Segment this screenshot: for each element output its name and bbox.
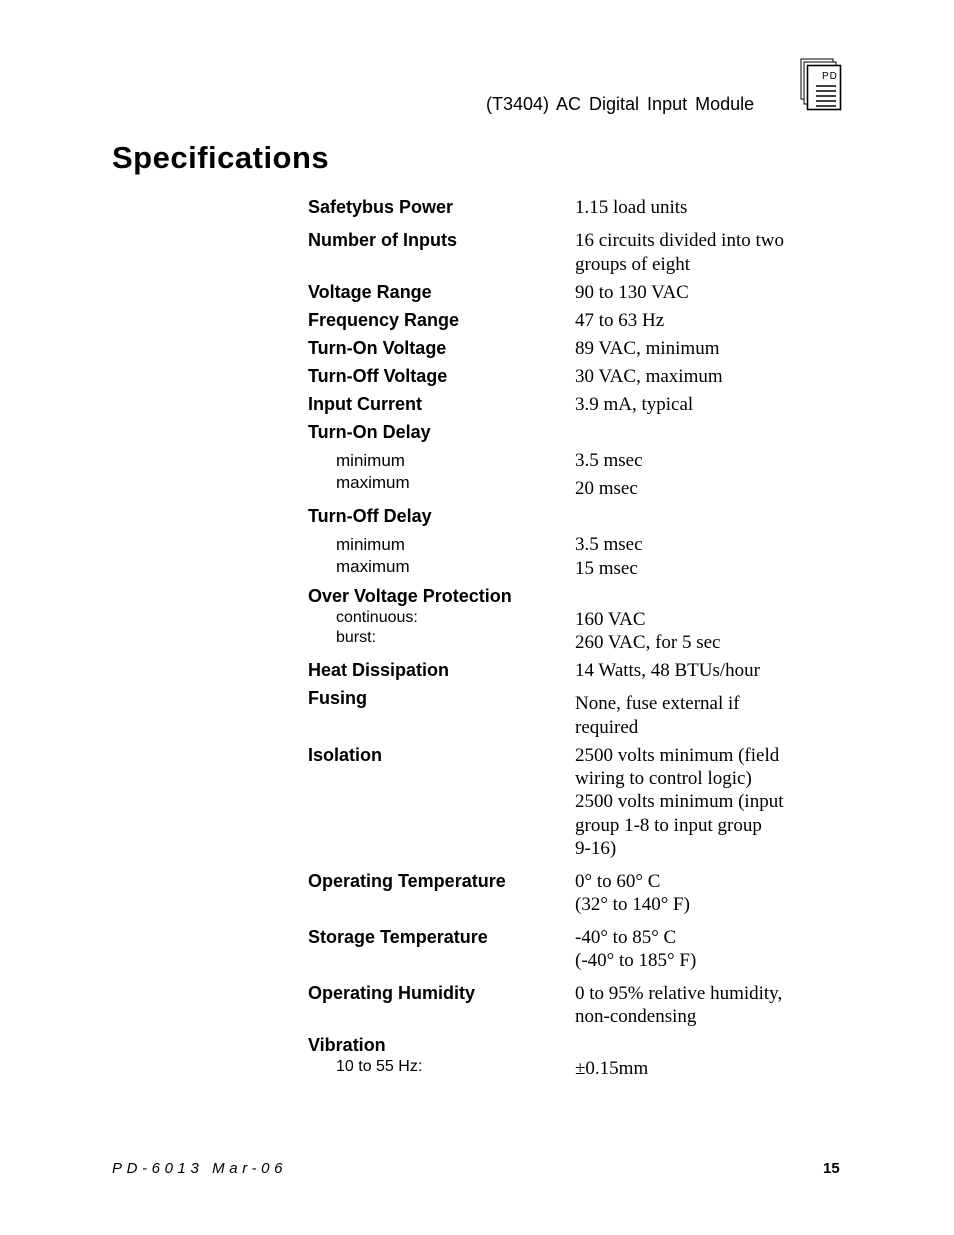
spec-value-operating-humidity-line-2: non-condensing (575, 1006, 697, 1027)
spec-value-safetybus-power: 1.15 load units (575, 197, 688, 218)
spec-value-turn-on-voltage: 89 VAC, minimum (575, 338, 720, 359)
spec-label-vibration: Vibration (308, 1035, 386, 1055)
spec-label-fusing: Fusing (308, 688, 367, 708)
spec-value-isolation-line-1: 2500 volts minimum (field (575, 745, 780, 766)
spec-label-isolation: Isolation (308, 745, 383, 765)
spec-value-voltage-range: 90 to 130 VAC (575, 282, 689, 303)
spec-label-turn-off-delay: Turn-Off Delay (308, 506, 432, 526)
spec-value-turn-off-delay-minimum: 3.5 msec (575, 534, 643, 555)
spec-value-operating-temperature-fahrenheit: (32° to 140° F) (575, 894, 690, 915)
spec-value-storage-temperature-celsius: -40° to 85° C (575, 927, 677, 948)
spec-value-isolation-line-5: 9-16) (575, 838, 617, 859)
spec-label-heat-dissipation: Heat Dissipation (308, 660, 450, 680)
spec-label-frequency-range: Frequency Range (308, 310, 460, 330)
spec-value-number-of-inputs-line-1: 16 circuits divided into two (575, 230, 784, 251)
footer-page-number: 15 (823, 1160, 840, 1177)
spec-label-turn-off-voltage: Turn-Off Voltage (308, 366, 448, 386)
page-title: Specifications (112, 140, 330, 175)
spec-label-safetybus-power: Safetybus Power (308, 197, 454, 217)
spec-label-storage-temperature: Storage Temperature (308, 927, 488, 947)
spec-value-turn-on-delay-minimum: 3.5 msec (575, 450, 643, 471)
spec-value-over-voltage-continuous: 160 VAC (575, 609, 646, 630)
footer-document-id: PD-6013 Mar-06 (112, 1160, 288, 1177)
spec-sublabel-turn-off-delay-maximum: maximum (336, 557, 410, 576)
pd-document-logo-icon (800, 58, 842, 112)
spec-value-fusing-line-1: None, fuse external if (575, 693, 740, 714)
spec-sublabel-vibration-frequency: 10 to 55 Hz: (336, 1058, 423, 1075)
spec-label-operating-humidity: Operating Humidity (308, 983, 476, 1003)
spec-value-isolation-line-2: wiring to control logic) (575, 768, 752, 789)
spec-value-frequency-range: 47 to 63 Hz (575, 310, 665, 331)
spec-sublabel-over-voltage-continuous: continuous: (336, 609, 418, 626)
running-header: (T3404) AC Digital Input Module (486, 94, 755, 114)
spec-label-turn-on-delay: Turn-On Delay (308, 422, 431, 442)
spec-sublabel-turn-off-delay-minimum: minimum (336, 535, 405, 554)
spec-label-number-of-inputs: Number of Inputs (308, 230, 457, 250)
spec-value-turn-on-delay-maximum: 20 msec (575, 478, 638, 499)
spec-sublabel-over-voltage-burst: burst: (336, 629, 377, 646)
spec-label-over-voltage-protection: Over Voltage Protection (308, 586, 512, 606)
spec-value-vibration: ±0.15mm (575, 1058, 649, 1079)
spec-sublabel-turn-on-delay-minimum: minimum (336, 451, 405, 470)
spec-value-number-of-inputs-line-2: groups of eight (575, 254, 691, 275)
spec-value-isolation-line-4: group 1-8 to input group (575, 815, 762, 836)
spec-label-voltage-range: Voltage Range (308, 282, 432, 302)
spec-value-turn-off-voltage: 30 VAC, maximum (575, 366, 723, 387)
spec-label-operating-temperature: Operating Temperature (308, 871, 506, 891)
spec-value-isolation-line-3: 2500 volts minimum (input (575, 791, 784, 812)
spec-value-heat-dissipation: 14 Watts, 48 BTUs/hour (575, 660, 760, 681)
spec-value-over-voltage-burst: 260 VAC, for 5 sec (575, 632, 721, 653)
spec-value-operating-temperature-celsius: 0° to 60° C (575, 871, 661, 892)
spec-sublabel-turn-on-delay-maximum: maximum (336, 473, 410, 492)
spec-label-turn-on-voltage: Turn-On Voltage (308, 338, 447, 358)
spec-value-input-current: 3.9 mA, typical (575, 394, 694, 415)
spec-value-operating-humidity-line-1: 0 to 95% relative humidity, (575, 983, 783, 1004)
spec-label-input-current: Input Current (308, 394, 422, 414)
spec-value-fusing-line-2: required (575, 717, 639, 738)
spec-value-storage-temperature-fahrenheit: (-40° to 185° F) (575, 950, 697, 971)
logo-text: PD (822, 71, 838, 82)
spec-value-turn-off-delay-maximum: 15 msec (575, 558, 638, 579)
